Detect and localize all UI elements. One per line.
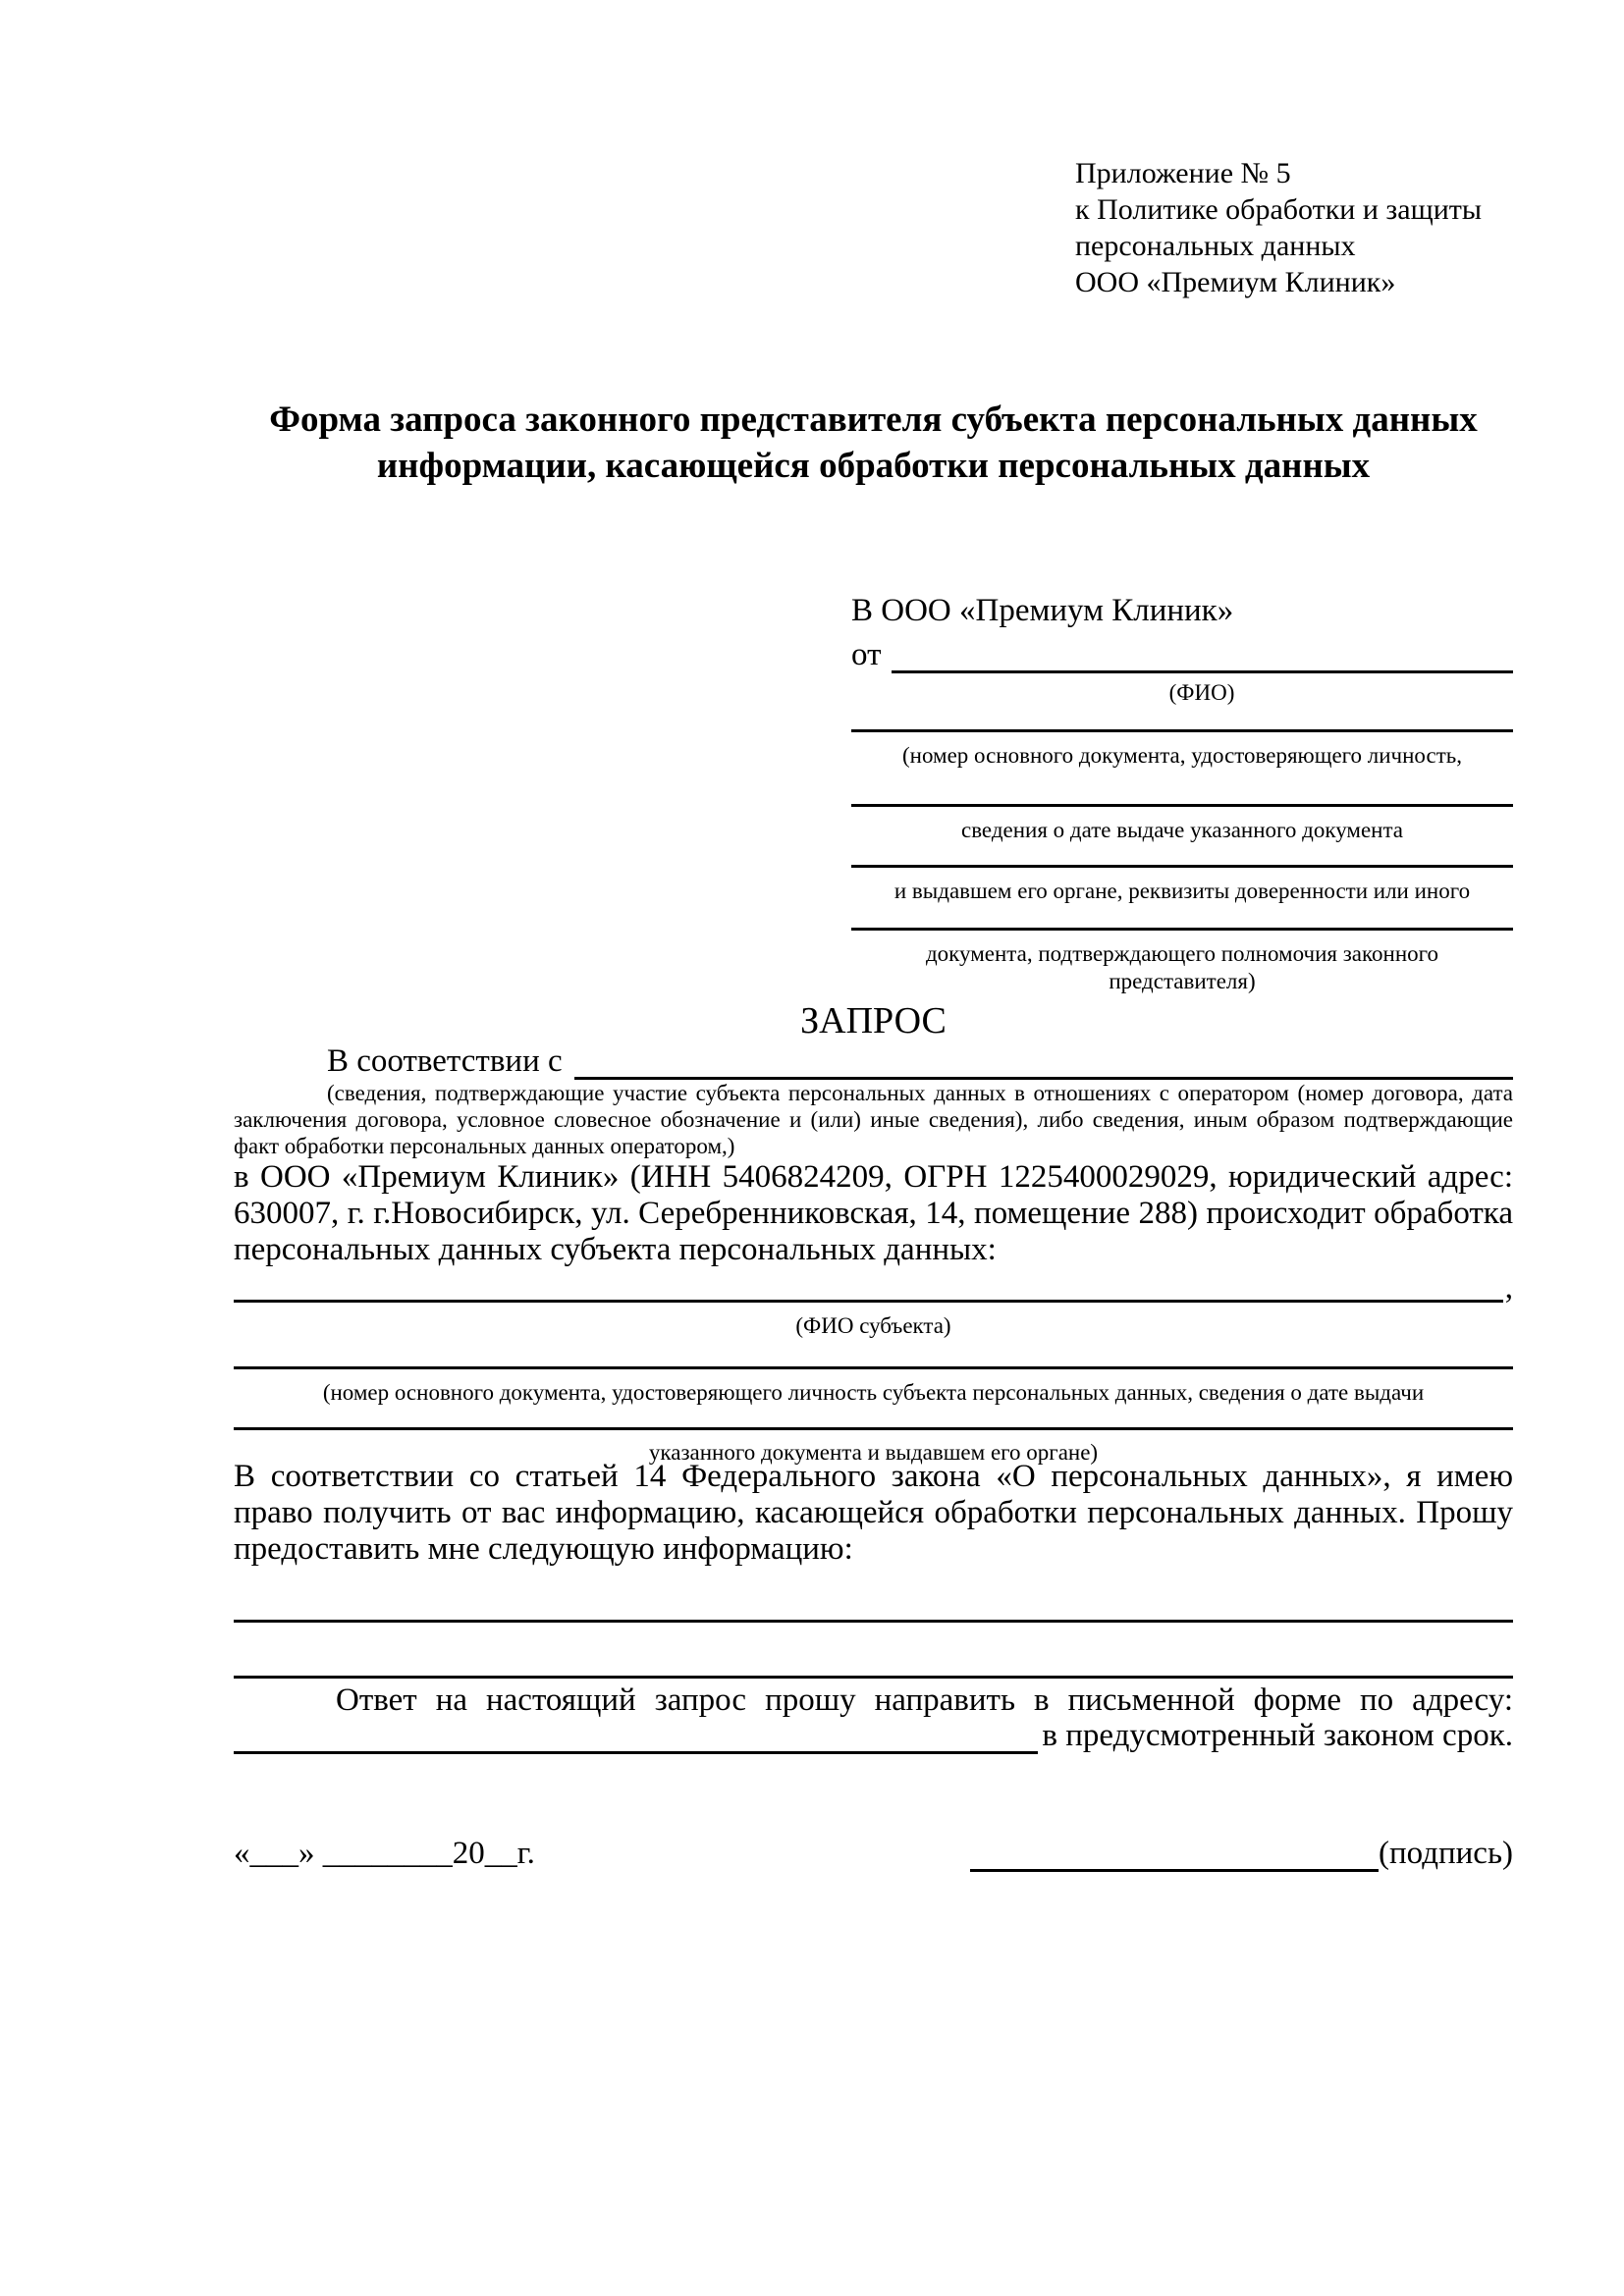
fill-line-3 bbox=[851, 865, 1513, 868]
header-block bbox=[1075, 155, 1482, 300]
fill-line-2 bbox=[851, 804, 1513, 807]
signature-row bbox=[234, 1836, 1513, 1872]
blank-line-2 bbox=[234, 1676, 1513, 1679]
subject-fio-caption: (ФИО субъекта) bbox=[795, 1313, 951, 1338]
form-title-line: Форма запроса законного представителя субъекта персональных данных bbox=[269, 400, 1478, 440]
law-paragraph: В соответствии со статьей 14 Федерального закона «О персональных данных», я имею право получить от вас информацию, касающейся обработки персональных данных. Прошу предоставить мне следующую информацию: bbox=[234, 1459, 1513, 1567]
intro-row bbox=[327, 1042, 1513, 1080]
form-title bbox=[234, 397, 1513, 489]
operator-paragraph: в ООО «Премиум Клиник» (ИНН 5406824209, ОГРН 1225400029029, юридический адрес: 630007, г. г.Новосибирск, ул. Серебренниковская, 14, помещение 288) происходит обработка персональных данных субъекта персональных данных: bbox=[234, 1159, 1513, 1267]
subject-fio-line bbox=[234, 1300, 1503, 1303]
fill-caption-4: документа, подтверждающего полномочия законного представителя) bbox=[925, 941, 1438, 993]
signature-caption: (подпись) bbox=[1379, 1836, 1513, 1871]
reply-tail: в предусмотренный законом срок. bbox=[1042, 1718, 1513, 1753]
addressee-from-row bbox=[851, 636, 1513, 673]
intro-label: В соответствии с bbox=[327, 1043, 563, 1079]
signature-line bbox=[970, 1840, 1379, 1872]
header-line: персональных данных bbox=[1075, 230, 1356, 262]
fio-caption: (ФИО) bbox=[1168, 680, 1235, 705]
request-heading: ЗАПРОС bbox=[800, 1000, 947, 1041]
header-line: к Политике обработки и защиты bbox=[1075, 193, 1483, 226]
header-line: ООО «Премиум Клиник» bbox=[1075, 266, 1396, 298]
subject-doc-caption-1: (номер основного документа, удостоверяющего личность субъекта персональных данных, сведения о дате выдачи bbox=[322, 1380, 1425, 1405]
blank-line-1 bbox=[234, 1620, 1513, 1623]
addressee-to: В ООО «Премиум Клиник» bbox=[851, 593, 1234, 628]
subject-fio-comma: , bbox=[1504, 1270, 1513, 1306]
from-label: от bbox=[851, 637, 882, 672]
reply-address-row bbox=[234, 1718, 1513, 1754]
fill-caption-3: и выдавшем его органе, реквизиты доверенности или иного bbox=[893, 879, 1471, 903]
subject-doc-line-1 bbox=[234, 1366, 1513, 1369]
fill-caption-1: (номер основного документа, удостоверяющего личность, bbox=[901, 743, 1462, 768]
fill-line-4 bbox=[851, 928, 1513, 931]
subject-doc-line-2 bbox=[234, 1427, 1513, 1430]
from-fill-line bbox=[892, 670, 1514, 673]
signature-group bbox=[970, 1836, 1513, 1872]
fill-caption-2: сведения о дате выдаче указанного документа bbox=[960, 818, 1404, 842]
fill-line-1 bbox=[851, 729, 1513, 732]
header-line: Приложение № 5 bbox=[1075, 157, 1291, 189]
subject-fio-row bbox=[234, 1267, 1513, 1306]
addressee-block bbox=[851, 593, 1513, 1005]
reply-paragraph: Ответ на настоящий запрос прошу направить в письменной форме по адресу: bbox=[336, 1682, 1513, 1718]
intro-caption: (сведения, подтверждающие участие субъекта персональных данных в отношениях с оператором (номер договора, дата заключения договора, условное словесное обозначение и (или) иные сведения), либо сведения, иным образом подтверждающие факт обработки персональных данных оператором,) bbox=[234, 1081, 1513, 1158]
signature-date: «___» ________20__г. bbox=[234, 1836, 535, 1871]
form-title-line: информации, касающейся обработки персональных данных bbox=[376, 446, 1371, 486]
subject-doc-caption-2: указанного документа и выдавшем его органе) bbox=[648, 1440, 1099, 1465]
reply-address-line bbox=[234, 1751, 1038, 1754]
